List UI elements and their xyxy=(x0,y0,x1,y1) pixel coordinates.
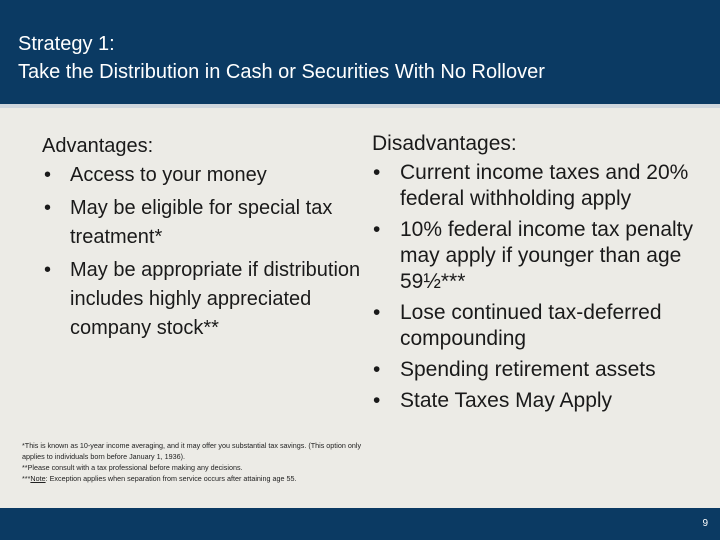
list-item: • May be eligible for special tax treatment* xyxy=(42,194,362,252)
list-item: • Lose continued tax-deferred compounding xyxy=(372,300,712,352)
list-item: • Access to your money xyxy=(42,161,362,190)
disadvantages-heading: Disadvantages: xyxy=(372,132,517,155)
advantages-heading: Advantages: xyxy=(42,135,154,157)
disadvantages-list xyxy=(372,160,712,414)
advantages-section xyxy=(42,131,362,347)
list-item: • Spending retirement assets xyxy=(372,357,712,383)
disadvantages-section xyxy=(372,128,712,419)
page-number: 9 xyxy=(702,518,708,529)
footnote-1: *This is known as 10-year income averaging, and it may offer you substantial tax savings. (This option only applies to individuals born before January 1, 1936). xyxy=(22,441,362,461)
footnote-3-label: Note xyxy=(30,474,46,483)
list-item: • May be appropriate if distribution includes highly appreciated company stock** xyxy=(42,256,362,343)
title-line-1: Strategy 1: xyxy=(18,33,115,55)
list-item: • 10% federal income tax penalty may apply if younger than age 59½*** xyxy=(372,217,712,295)
footnotes xyxy=(22,440,372,484)
footnote-3 xyxy=(22,473,372,484)
header-bar xyxy=(0,0,720,104)
slide-title xyxy=(18,30,708,86)
footnote-3-prefix: *** xyxy=(22,474,31,483)
footnote-2: **Please consult with a tax professional before making any decisions. xyxy=(22,463,243,472)
advantages-list xyxy=(42,161,362,343)
footer-bar xyxy=(0,508,720,540)
footnote-3-text: : Exception applies when separation from service occurs after attaining age 55. xyxy=(45,474,297,483)
header-divider xyxy=(0,104,720,108)
title-line-2: Take the Distribution in Cash or Securities With No Rollover xyxy=(18,61,545,83)
list-item: • Current income taxes and 20% federal withholding apply xyxy=(372,160,712,212)
list-item: • State Taxes May Apply xyxy=(372,388,712,414)
